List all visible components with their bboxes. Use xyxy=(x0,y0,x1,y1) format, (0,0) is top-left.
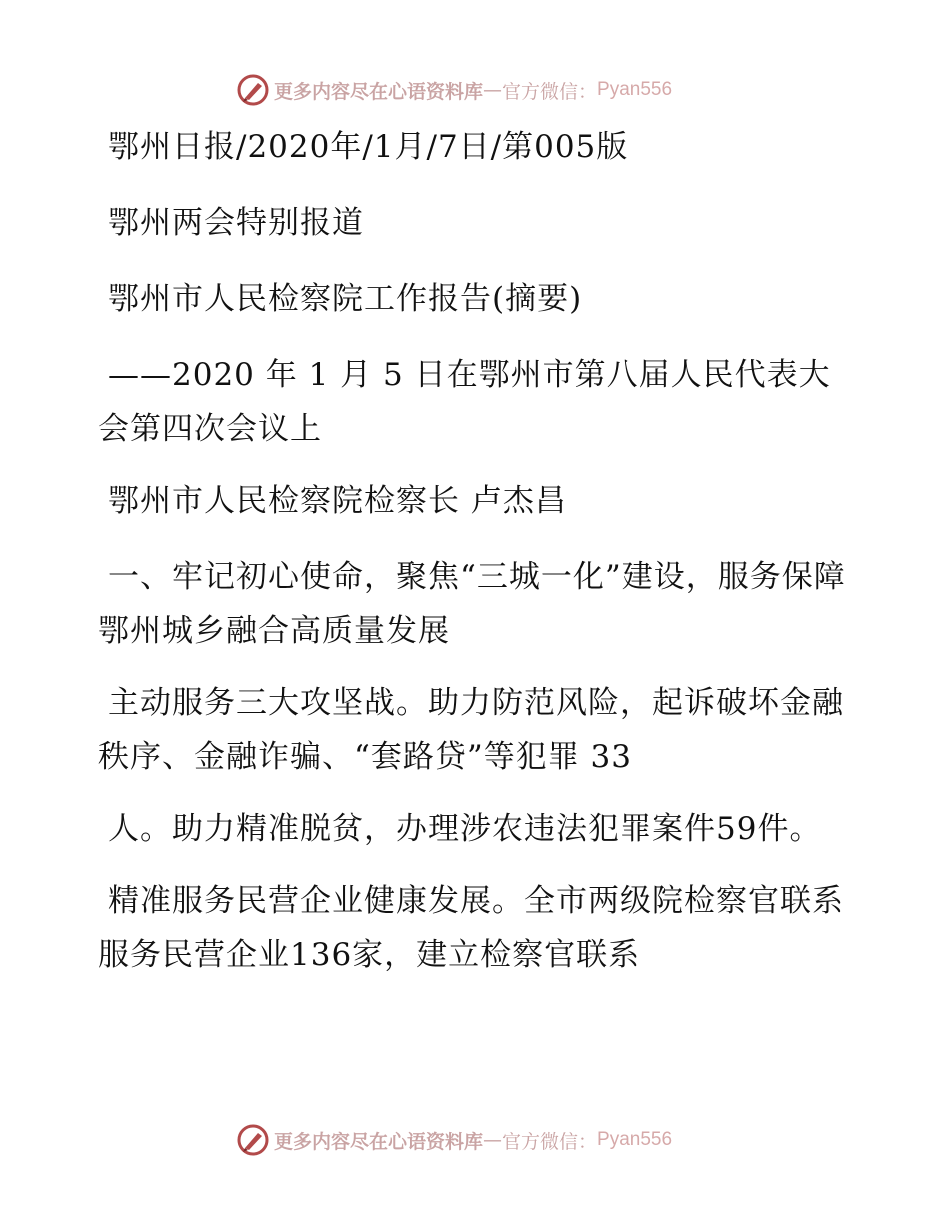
document-body xyxy=(98,120,858,1004)
paragraph-title: 鄂州市人民检察院工作报告(摘要) xyxy=(108,281,583,317)
paragraph-body-1: 主动服务三大攻坚战。助力防范风险，起诉破坏金融秩序、金融诈骗、“套路贷”等犯罪 33 xyxy=(98,685,844,775)
paragraph-source: 鄂州日报/2020年/1月/7日/第005版 xyxy=(108,129,629,165)
paragraph-body-3: 精准服务民营企业健康发展。全市两级院检察官联系服务民营企业136家，建立检察官联系 xyxy=(98,883,844,973)
paragraph-heading-one: 一、牢记初心使命，聚焦“三城一化”建设，服务保障鄂州城乡融合高质量发展 xyxy=(98,559,846,649)
paragraph-section: 鄂州两会特别报道 xyxy=(108,205,364,241)
watermark-main-text: 更多内容尽在心语资料库 xyxy=(274,80,484,103)
watermark-id: Pyan556 xyxy=(597,79,673,100)
paragraph-meeting: ——2020 年 1 月 5 日在鄂州市第八届人民代表大会第四次会议上 xyxy=(98,357,831,447)
watermark-label: 官方微信： xyxy=(502,80,598,103)
watermark-main-text: 更多内容尽在心语资料库 xyxy=(274,1130,484,1153)
pen-circle-logo-icon xyxy=(236,73,270,107)
watermark-dash: — xyxy=(483,1129,503,1151)
pen-circle-logo-icon xyxy=(236,1123,270,1157)
watermark-banner-bottom xyxy=(236,1122,672,1158)
paragraph-body-2: 人。助力精准脱贫，办理涉农违法犯罪案件59件。 xyxy=(108,811,822,847)
watermark-label: 官方微信： xyxy=(502,1130,598,1153)
watermark-banner-top xyxy=(236,72,672,108)
watermark-id: Pyan556 xyxy=(597,1129,673,1150)
watermark-dash: — xyxy=(483,79,503,101)
paragraph-author: 鄂州市人民检察院检察长 卢杰昌 xyxy=(108,483,567,519)
